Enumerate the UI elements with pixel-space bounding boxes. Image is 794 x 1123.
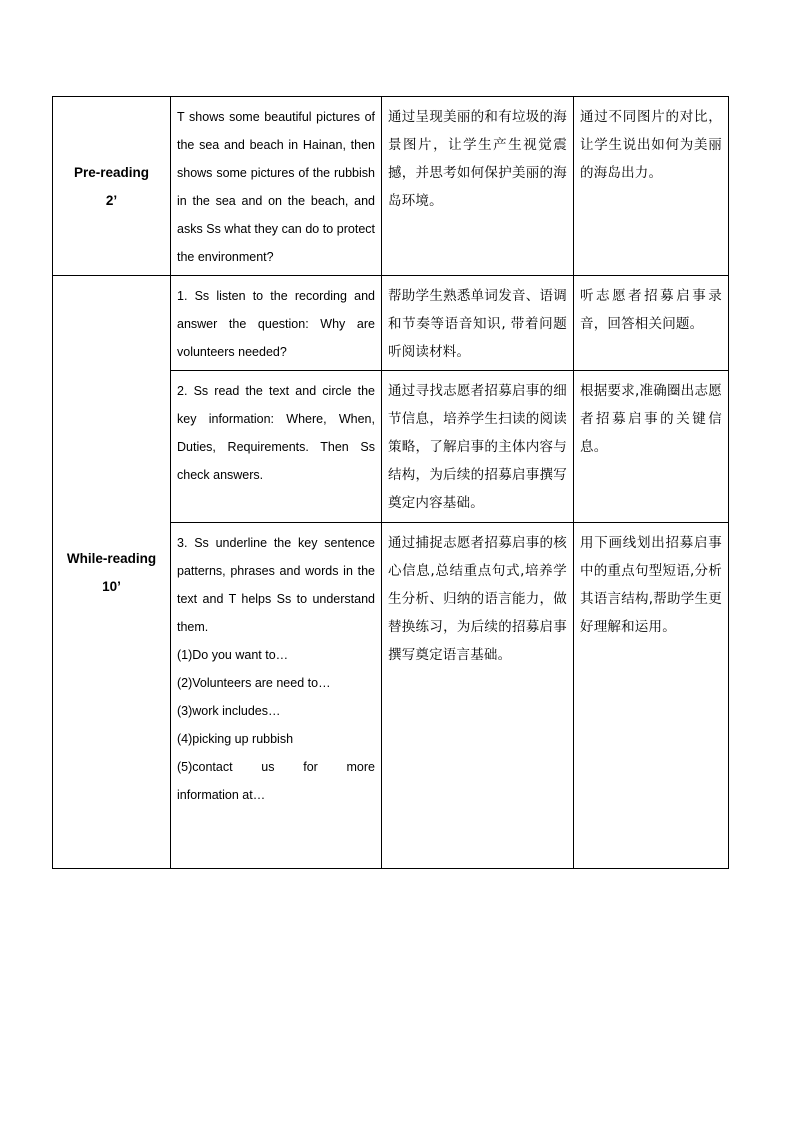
design-purpose-cell: 通过呈现美丽的和有垃圾的海景图片，让学生产生视觉震撼，并思考如何保护美丽的海岛环境。 (382, 97, 574, 276)
teacher-activity-cell: T shows some beautiful pictures of the sea and beach in Hainan, then shows some pictures of the rubbish in the sea and on the beach, and asks Ss what they can do to protect the environment? (171, 97, 382, 276)
teacher-activity-cell: 2. Ss read the text and circle the key information: Where, When, Duties, Requirements. Then Ss check answers. (171, 371, 382, 523)
example-item: (3)work includes… (177, 704, 281, 718)
example-item: (2)Volunteers are need to… (177, 676, 331, 690)
student-activity-cell: 听志愿者招募启事录音，回答相关问题。 (574, 276, 729, 371)
activity-text: 3. Ss underline the key sentence patterns, phrases and words in the text and T helps Ss to understand them. (177, 536, 375, 634)
table-row-pre-reading (53, 97, 729, 276)
stage-time: 10’ (102, 579, 121, 594)
teacher-activity-cell: 1. Ss listen to the recording and answer the question: Why are volunteers needed? (171, 276, 382, 371)
table-row (53, 276, 729, 371)
design-purpose-cell: 通过捕捉志愿者招募启事的核心信息,总结重点句式,培养学生分析、归纳的语言能力，做替换练习，为后续的招募启事撰写奠定语言基础。 (382, 523, 574, 869)
lesson-plan-table (52, 96, 729, 869)
student-activity-cell: 根据要求,准确圈出志愿者招募启事的关键信息。 (574, 371, 729, 523)
design-purpose-cell: 通过寻找志愿者招募启事的细节信息，培养学生扫读的阅读策略，了解启事的主体内容与结构，为后续的招募启事撰写奠定内容基础。 (382, 371, 574, 523)
student-activity-cell: 通过不同图片的对比，让学生说出如何为美丽的海岛出力。 (574, 97, 729, 276)
stage-cell-pre-reading (53, 97, 171, 276)
teacher-activity-cell (171, 523, 382, 869)
example-item: (1)Do you want to… (177, 648, 289, 662)
stage-name: While-reading (66, 551, 157, 566)
design-purpose-cell: 帮助学生熟悉单词发音、语调和节奏等语音知识, 带着问题听阅读材料。 (382, 276, 574, 371)
stage-cell-while-reading (53, 276, 171, 869)
stage-time: 2’ (105, 193, 118, 208)
example-item: (4)picking up rubbish (177, 732, 294, 746)
student-activity-cell: 用下画线划出招募启事中的重点句型短语,分析其语言结构,帮助学生更好理解和运用。 (574, 523, 729, 869)
example-item: (5)contact us for more (177, 760, 375, 774)
example-item-continuation: information at… (177, 788, 266, 802)
stage-name: Pre-reading (73, 165, 150, 180)
